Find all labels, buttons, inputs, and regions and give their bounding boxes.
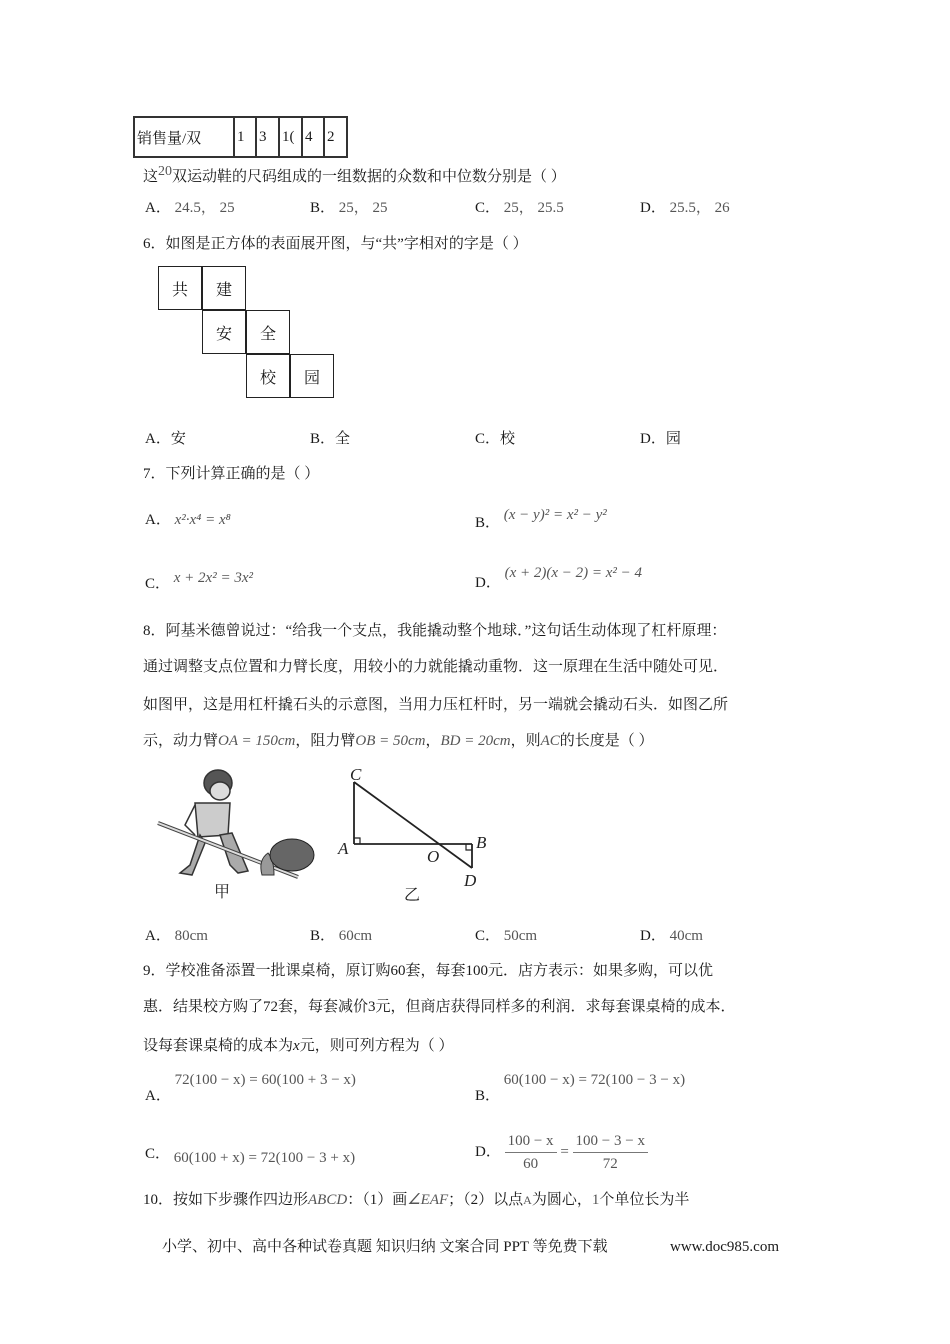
figure-label-jia: 甲: [214, 884, 231, 901]
boy-icon: [180, 770, 248, 875]
table-cell: 3: [256, 117, 279, 157]
q9-line-3: 设每套课桌椅的成本为x元，则可列方程为（ ）: [143, 1038, 454, 1054]
table-cell: 4: [302, 117, 324, 157]
q7-option-c[interactable]: C． x + 2x² = 3x²: [145, 570, 253, 592]
q10-stem: 10．按如下步骤作四边形ABCD：（1）画∠EAF；（2）以点A为圆心，1个单位长为半: [143, 1192, 690, 1208]
q5-stem: 这$^{20}$双运动鞋的尺码组成的一组数据的众数和中位数分别是（ ）: [143, 164, 566, 185]
fraction-right: $\frac{100 - 3 - x}{72}$: [573, 1130, 648, 1175]
net-cell: 安: [202, 310, 246, 354]
segment-cd: [354, 782, 472, 868]
point-c-label: C: [350, 765, 362, 784]
q6-stem: 6．如图是正方体的表面展开图，与“共”字相对的字是（ ）: [143, 236, 528, 252]
q5-option-d[interactable]: D． 25.5， 26: [640, 200, 730, 216]
q7-option-d[interactable]: D． (x + 2)(x − 2) = x² − 4: [475, 565, 643, 591]
q6-option-c[interactable]: C．校: [475, 431, 516, 447]
q8-option-b[interactable]: B． 60cm: [310, 928, 373, 944]
q9-line-2: 惠．结果校方购了72套，每套减价3元，但商店获得同样多的利润．求每套课桌椅的成本．: [143, 999, 736, 1015]
q9-option-a[interactable]: A． 72(100 − x) = 60(100 + 3 − x): [145, 1072, 356, 1104]
q9-option-b[interactable]: B． 60(100 − x) = 72(100 − 3 − x): [475, 1072, 686, 1104]
figure-label-yi: 乙: [404, 887, 421, 904]
point-b-label: B: [476, 833, 487, 852]
q6-option-b[interactable]: B．全: [310, 431, 351, 447]
table-cell: 2: [324, 117, 347, 157]
lever-diagram: [330, 762, 500, 907]
q9-option-c[interactable]: C． 60(100 + x) = 72(100 − 3 + x): [145, 1146, 356, 1166]
q5-option-c[interactable]: C． 25， 25.5: [475, 200, 564, 216]
q7-stem: 7．下列计算正确的是（ ）: [143, 466, 320, 482]
table-row: [134, 117, 347, 157]
table-cell: 1: [234, 117, 256, 157]
q6-option-a[interactable]: A．安: [145, 431, 186, 447]
lever-illustration: [150, 765, 320, 905]
net-cell: 园: [290, 354, 334, 398]
footer-url[interactable]: www.doc985.com: [670, 1239, 780, 1255]
q8-line-2: 通过调整支点位置和力臂长度，用较小的力就能撬动重物．这一原理在生活中随处可见．: [143, 659, 729, 675]
q9-option-d[interactable]: D． $\frac{100 - x}{60}$ = $\frac{100 - 3 - x}{72}$: [475, 1130, 648, 1175]
sales-table: [133, 116, 348, 158]
q8-line-1: 8．阿基米德曾说过：“给我一个支点，我能撬动整个地球．”这句话生动体现了杠杆原理：: [143, 623, 727, 639]
point-a-label: A: [338, 839, 349, 858]
q6-option-d[interactable]: D．园: [640, 431, 681, 447]
net-cell: 全: [246, 310, 290, 354]
q8-option-d[interactable]: D． 40cm: [640, 928, 703, 944]
q7-option-a[interactable]: A． x²·x⁴ = x⁸: [145, 512, 231, 528]
footer-text: 小学、初中、高中各种试卷真题 知识归纳 文案合同 PPT 等免费下载: [162, 1239, 608, 1255]
point-o-label: O: [427, 847, 440, 866]
q5-option-b[interactable]: B． 25， 25: [310, 200, 388, 216]
q7-option-b[interactable]: B． (x − y)² = x² − y²: [475, 507, 607, 531]
q8-option-a[interactable]: A． 80cm: [145, 928, 208, 944]
table-header-cell: 销售量/双: [134, 117, 234, 157]
point-d-label: D: [464, 871, 477, 890]
net-cell: 建: [202, 266, 246, 310]
net-cell: 共: [158, 266, 202, 310]
net-cell: 校: [246, 354, 290, 398]
q8-line-4: 示，动力臂OA = 150cm，阻力臂OB = 50cm，BD = 20cm，则AC的长度是（ ）: [143, 733, 654, 749]
fraction-left: $\frac{100 - x}{60}$: [505, 1130, 557, 1175]
q9-line-1: 9．学校准备添置一批课桌椅，原订购60套，每套100元．店方表示：如果多购，可以优: [143, 963, 714, 979]
q8-line-3: 如图甲，这是用杠杆撬石头的示意图，当用力压杠杆时，另一端就会撬动石头．如图乙所: [143, 697, 729, 713]
rock-icon: [270, 839, 314, 871]
q8-option-c[interactable]: C． 50cm: [475, 928, 538, 944]
q5-option-a[interactable]: A． 24.5， 25: [145, 200, 235, 216]
table-cell: 1(: [279, 117, 302, 157]
